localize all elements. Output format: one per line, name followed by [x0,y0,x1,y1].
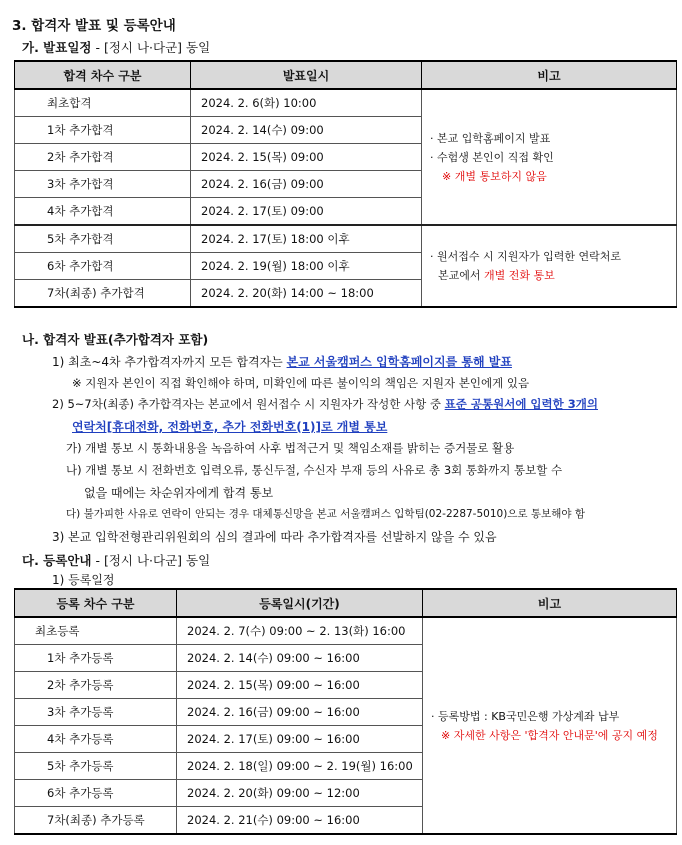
note-cell: · 원서접수 시 지원자가 입력한 연락처로 본교에서 개별 전화 통보 [422,225,677,307]
text-line: 없을 때에는 차순위자에게 합격 통보 [84,486,274,500]
table-cell: 2024. 2. 7(수) 09:00 ~ 2. 13(화) 16:00 [177,617,423,645]
table-cell: 4차 추가등록 [15,726,177,753]
table-cell: 5차 추가등록 [15,753,177,780]
table-row [15,617,677,645]
text-line: 연락처[휴대전화, 전화번호, 추가 전화번호(1)]로 개별 통보 [72,420,388,434]
table-cell: 2차 추가등록 [15,672,177,699]
subsection-ga-title: 가. 발표일정 - [정시 나·다군] 동일 [22,40,211,55]
table-header: 발표일시 [191,61,422,89]
table-cell: 2024. 2. 21(수) 09:00 ~ 16:00 [177,807,423,835]
table-cell: 2024. 2. 17(토) 09:00 [191,198,422,226]
table-cell: 7차(최종) 추가합격 [15,280,191,308]
table-cell: 1차 추가등록 [15,645,177,672]
table-cell: 2024. 2. 17(토) 09:00 ~ 16:00 [177,726,423,753]
table-cell: 최초합격 [15,89,191,117]
announcement-schedule-table [14,60,677,308]
table-cell: 1차 추가합격 [15,117,191,144]
table-cell: 5차 추가합격 [15,225,191,253]
table-cell: 최초등록 [15,617,177,645]
registration-schedule-table [14,588,677,835]
table-header: 비고 [423,589,677,617]
subsection-da-title: 다. 등록안내 - [정시 나·다군] 동일 [22,553,211,568]
table-cell: 6차 추가합격 [15,253,191,280]
text-line: 다) 불가피한 사유로 연락이 안되는 경우 대체통신망을 본교 서울캠퍼스 입학팀(02-2287-5010)으로 통보해야 함 [66,508,585,520]
text-line: 3) 본교 입학전형관리위원회의 심의 결과에 따라 추가합격자를 선발하지 않을 수 있음 [52,530,497,544]
text-line: 나) 개별 통보 시 전화번호 입력오류, 통신두절, 수신자 부재 등의 사유로 총 3회 통화까지 통보할 수 [66,463,563,477]
table-cell: 2024. 2. 14(수) 09:00 ~ 16:00 [177,645,423,672]
table-cell: 2024. 2. 20(화) 14:00 ~ 18:00 [191,280,422,308]
table-cell: 2024. 2. 16(금) 09:00 ~ 16:00 [177,699,423,726]
note-cell: · 등록방법 : KB국민은행 가상계좌 납부 ※ 자세한 사항은 '합격자 안내문'에 공지 예정 [423,617,677,834]
table-cell: 3차 추가등록 [15,699,177,726]
table-header: 등록일시(기간) [177,589,423,617]
table-cell: 2024. 2. 20(화) 09:00 ~ 12:00 [177,780,423,807]
section-title: 3. 합격자 발표 및 등록안내 [12,18,176,34]
text-line: ※ 지원자 본인이 직접 확인해야 하며, 미확인에 따른 불이익의 책임은 지원자 본인에게 있음 [72,376,530,390]
table-header: 비고 [422,61,677,89]
table-cell: 2024. 2. 16(금) 09:00 [191,171,422,198]
text-line: 2) 5~7차(최종) 추가합격자는 본교에서 원서접수 시 지원자가 작성한 사항 중 표준 공통원서에 입력한 3개의 [52,397,598,411]
table-cell: 2차 추가합격 [15,144,191,171]
table-cell: 2024. 2. 6(화) 10:00 [191,89,422,117]
subsection-na-title: 나. 합격자 발표(추가합격자 포함) [22,332,209,347]
text-line: 가) 개별 통보 시 통화내용을 녹음하여 사후 법적근거 및 책임소재를 밝히는 증거물로 활용 [66,441,515,455]
table-row [15,225,677,253]
table-row [15,89,677,117]
table-cell: 2024. 2. 17(토) 18:00 이후 [191,225,422,253]
text-line: 1) 최초~4차 추가합격자까지 모든 합격자는 본교 서울캠퍼스 입학홈페이지를 통해 발표 [52,355,512,369]
text-line: 1) 등록일정 [52,573,115,587]
table-cell: 2024. 2. 14(수) 09:00 [191,117,422,144]
table-cell: 2024. 2. 15(목) 09:00 ~ 16:00 [177,672,423,699]
table-header: 등록 차수 구분 [15,589,177,617]
table-header: 합격 차수 구분 [15,61,191,89]
table-cell: 2024. 2. 15(목) 09:00 [191,144,422,171]
table-cell: 6차 추가등록 [15,780,177,807]
table-cell: 2024. 2. 18(일) 09:00 ~ 2. 19(월) 16:00 [177,753,423,780]
table-cell: 3차 추가합격 [15,171,191,198]
table-cell: 4차 추가합격 [15,198,191,226]
table-cell: 7차(최종) 추가등록 [15,807,177,835]
table-cell: 2024. 2. 19(월) 18:00 이후 [191,253,422,280]
note-cell: · 본교 입학홈페이지 발표 · 수험생 본인이 직접 확인 ※ 개별 통보하지 않음 [422,89,677,225]
